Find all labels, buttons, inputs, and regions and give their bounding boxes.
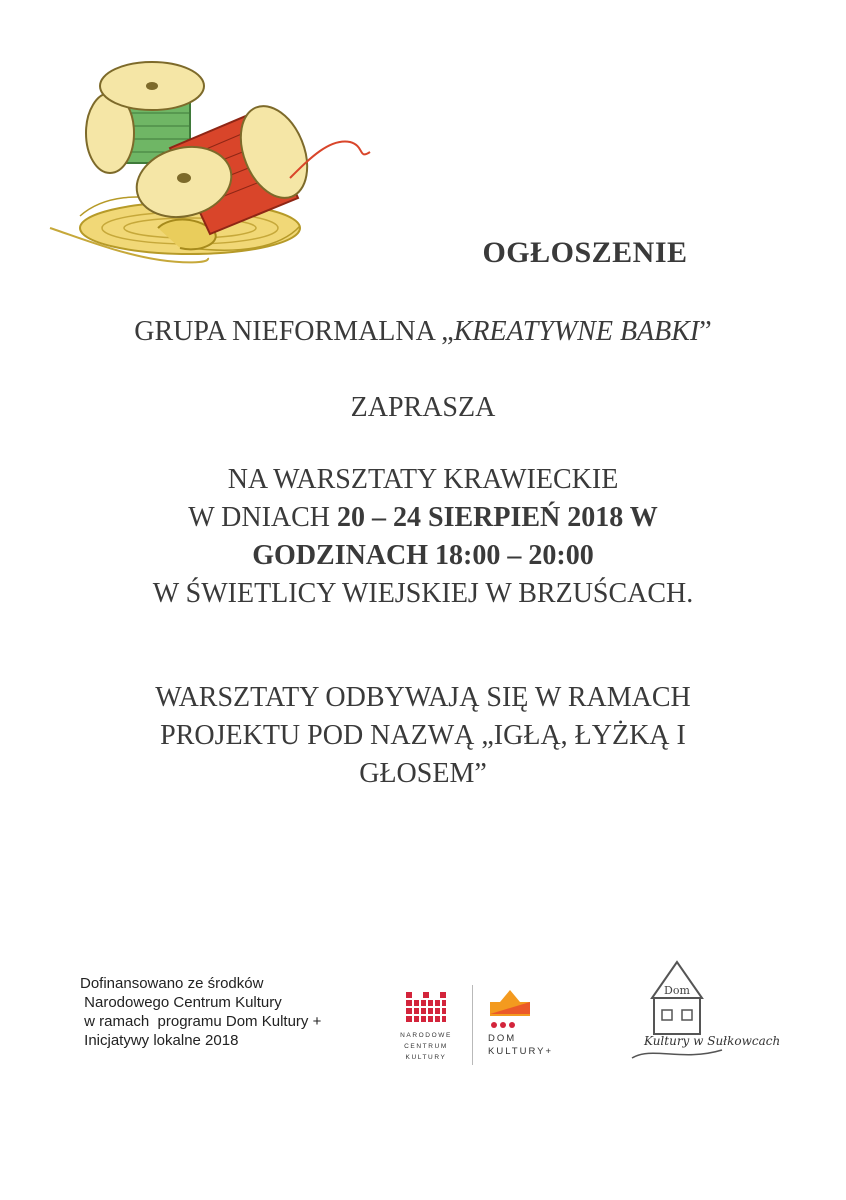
project-line-2: PROJEKTU POD NAZWĄ „IGŁĄ, ŁYŻKĄ I <box>160 720 686 751</box>
house-icon <box>486 984 546 1030</box>
crown-icon <box>392 988 460 1028</box>
dates-prefix: W DNIACH <box>188 502 338 533</box>
hours-value: GODZINACH 18:00 – 20:00 <box>252 540 594 571</box>
local-logo-icon <box>622 958 732 1070</box>
location-line: W ŚWIETLICY WIEJSKIEJ W BRZUŚCACH. <box>152 578 694 609</box>
thread-spools-illustration <box>40 48 380 280</box>
project-line-1: WARSZTATY ODBYWAJĄ SIĘ W RAMACH <box>155 682 691 713</box>
nck-logo <box>392 988 460 1064</box>
group-suffix: ” <box>699 316 712 347</box>
nck-caption: NARODOWE CENTRUM KULTURY <box>400 1032 452 1061</box>
hours-line <box>0 538 846 574</box>
logo-divider <box>472 985 473 1065</box>
invites-line: ZAPRASZA <box>350 392 496 423</box>
dates-value: 20 – 24 SIERPIEŃ 2018 W <box>337 502 658 533</box>
local-culture-house-logo <box>622 958 781 1070</box>
workshop-line: NA WARSZTATY KRAWIECKIE <box>227 464 619 495</box>
group-name: KREATYWNE BABKI <box>453 316 700 347</box>
local-logo-script: Kultury w Sułkowcach <box>644 1034 781 1048</box>
dom-kultury-logo <box>486 984 596 1064</box>
local-logo-top-word: Dom <box>664 984 690 997</box>
dom-kultury-caption: DOM KULTURY+ <box>488 1033 554 1057</box>
funding-note: Dofinansowano ze środków Narodowego Centrum Kultury w ramach programu Dom Kultury + Inicjatywy lokalne 2018 <box>80 975 322 1049</box>
group-line <box>0 314 846 350</box>
group-prefix: GRUPA NIEFORMALNA „ <box>134 316 454 347</box>
project-line-3: GŁOSEM” <box>359 758 487 789</box>
page-title: OGŁOSZENIE <box>482 236 688 269</box>
dates-line <box>0 500 846 536</box>
